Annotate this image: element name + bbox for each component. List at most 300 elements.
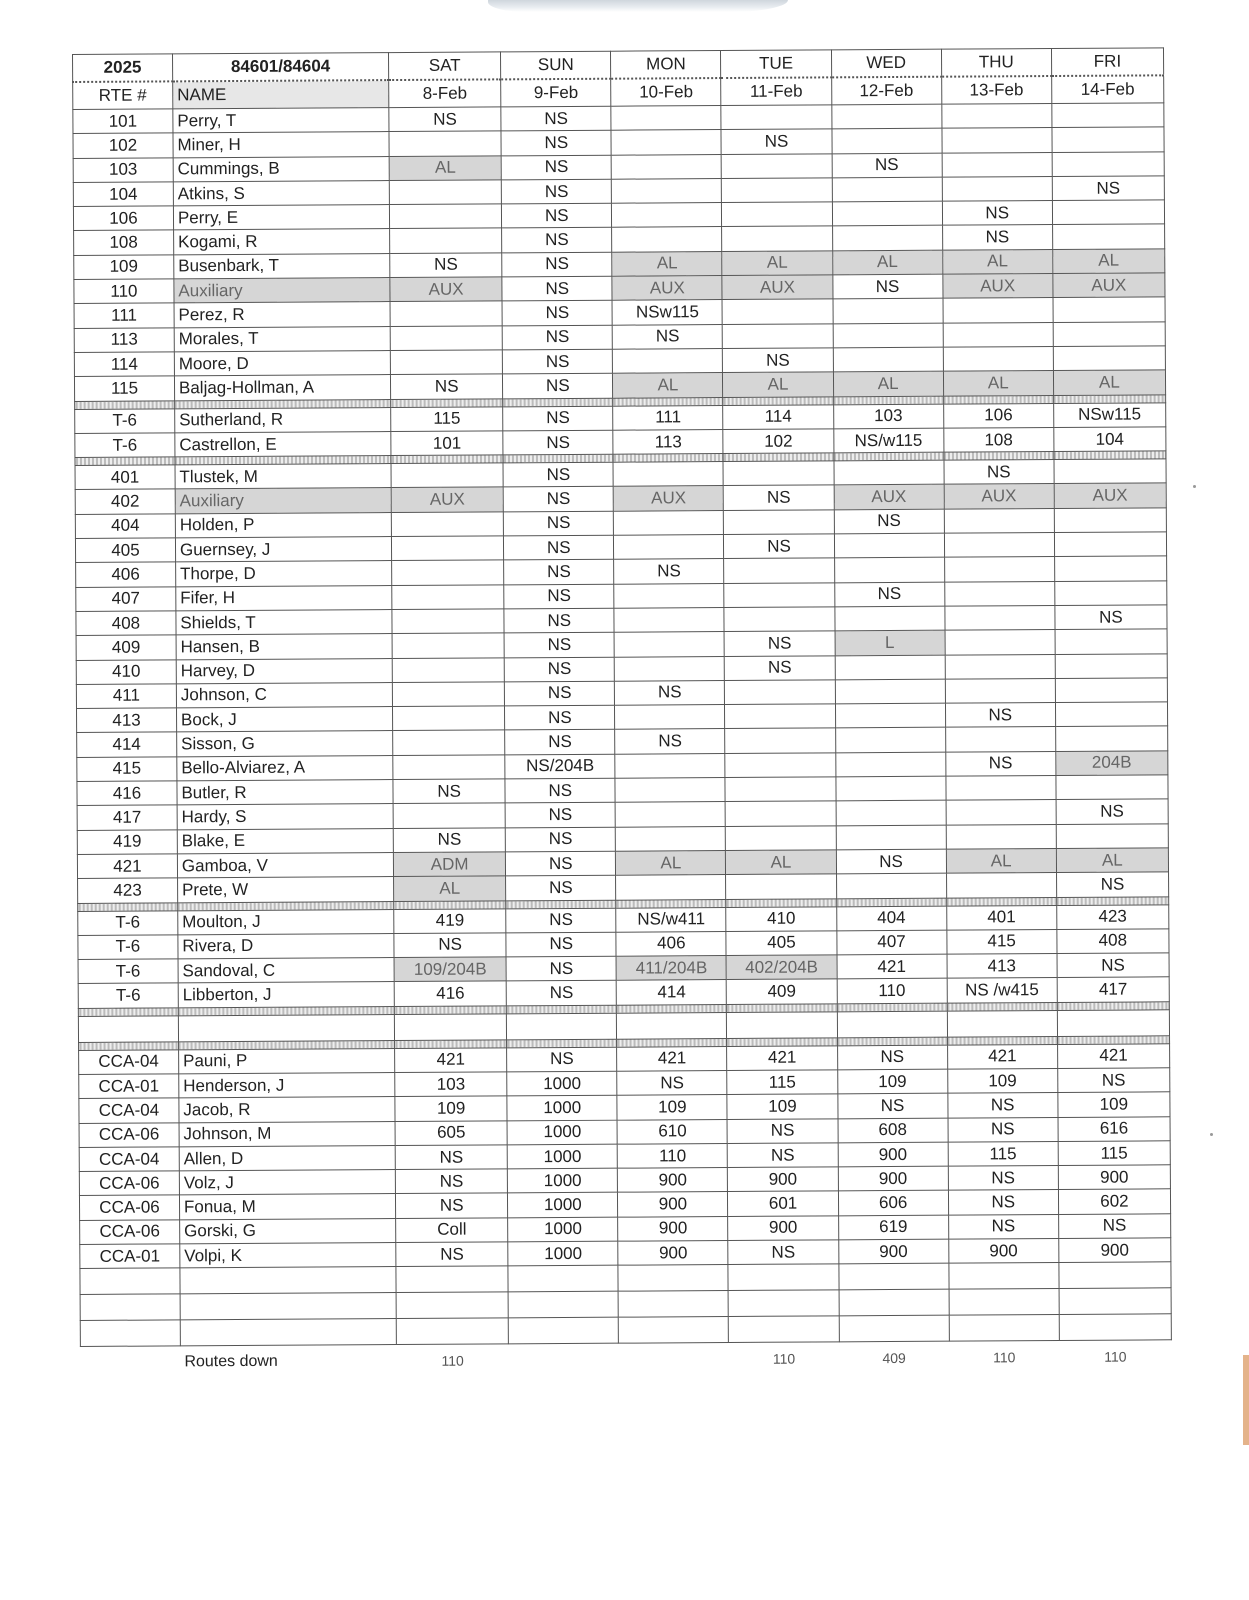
schedule-cell: 900 <box>728 1216 838 1241</box>
schedule-cell <box>724 582 834 607</box>
schedule-cell: NS <box>503 406 613 431</box>
schedule-cell <box>1053 346 1165 371</box>
route-number-cell: 109 <box>74 255 174 280</box>
schedule-cell <box>722 226 832 251</box>
schedule-cell <box>723 324 833 349</box>
schedule-cell: NS <box>502 179 612 204</box>
schedule-cell: 115 <box>948 1141 1058 1166</box>
schedule-cell: NS <box>504 584 614 609</box>
schedule-cell <box>392 682 504 707</box>
schedule-cell: 104 <box>1054 427 1166 452</box>
schedule-cell <box>836 825 946 850</box>
year-label: 2025 <box>73 54 173 82</box>
blank-cell <box>838 1264 948 1291</box>
schedule-cell: NS <box>503 462 613 487</box>
schedule-cell: AUX <box>943 274 1053 299</box>
schedule-cell: NS <box>503 373 613 398</box>
schedule-cell <box>1054 556 1166 581</box>
carrier-name-cell: Fifer, H <box>176 585 392 611</box>
schedule-cell: 421 <box>395 1048 507 1073</box>
routes-down-value: 110 <box>772 1350 796 1368</box>
schedule-cell: NS <box>504 535 614 560</box>
schedule-cell: Coll <box>396 1218 508 1243</box>
schedule-cell: ADM <box>393 852 505 877</box>
schedule-cell <box>944 508 1054 533</box>
date-header: 10-Feb <box>611 78 721 106</box>
route-number-cell: 423 <box>78 878 178 903</box>
schedule-cell: AL <box>726 850 836 875</box>
routes-down-value: 110 <box>1104 1348 1127 1366</box>
schedule-cell: NS <box>503 487 613 512</box>
carrier-name-cell: Auxiliary <box>174 278 390 304</box>
schedule-cell: NS <box>505 705 615 730</box>
schedule-cell <box>946 873 1056 898</box>
date-header: 11-Feb <box>721 77 831 105</box>
schedule-cell: 423 <box>1056 904 1168 929</box>
blank-cell <box>396 1266 508 1293</box>
schedule-cell: NS <box>501 131 611 156</box>
schedule-cell <box>725 753 835 778</box>
route-number-cell: 421 <box>77 854 177 879</box>
route-number-cell: 415 <box>77 757 177 782</box>
schedule-cell: NS <box>502 203 612 228</box>
schedule-cell <box>831 104 941 129</box>
route-number-cell: T-6 <box>78 935 178 960</box>
carrier-name-cell: Henderson, J <box>179 1073 395 1099</box>
schedule-cell: 103 <box>833 404 943 429</box>
schedule-cell: 900 <box>618 1241 728 1266</box>
schedule-cell: NS <box>506 908 616 933</box>
schedule-cell: 1000 <box>507 1071 617 1096</box>
schedule-cell: AL <box>722 251 832 276</box>
schedule-cell <box>1055 629 1167 654</box>
schedule-cell <box>832 201 942 226</box>
blank-cell <box>839 1316 949 1343</box>
schedule-cell: 601 <box>728 1191 838 1216</box>
schedule-cell <box>942 128 1052 153</box>
schedule-cell: 110 <box>837 979 947 1004</box>
schedule-cell: AUX <box>391 487 503 512</box>
schedule-cell: NS <box>391 374 503 399</box>
schedule-cell: 417 <box>1057 977 1169 1002</box>
schedule-cell <box>724 510 834 535</box>
schedule-cell <box>393 730 505 755</box>
route-number-cell: 102 <box>73 133 173 158</box>
date-header: 9-Feb <box>501 79 611 107</box>
route-number-cell: 419 <box>77 829 177 854</box>
schedule-cell: NS <box>395 1145 507 1170</box>
schedule-cell: NS <box>396 1193 508 1218</box>
schedule-cell <box>945 605 1055 630</box>
schedule-cell <box>832 226 942 251</box>
schedule-cell <box>722 178 832 203</box>
schedule-cell: NS <box>728 1240 838 1265</box>
schedule-cell: 900 <box>838 1239 948 1264</box>
schedule-cell <box>615 802 725 827</box>
schedule-cell: 401 <box>946 905 1056 930</box>
schedule-cell: NS <box>1057 1068 1169 1093</box>
schedule-cell <box>945 630 1055 655</box>
schedule-cell: NS <box>1056 799 1168 824</box>
route-number-cell: 106 <box>73 206 173 231</box>
blank-cell <box>837 1011 947 1038</box>
schedule-cell: NS <box>393 779 505 804</box>
schedule-cell: NS <box>614 559 724 584</box>
schedule-cell: 1000 <box>507 1144 617 1169</box>
blank-cell <box>507 1013 617 1040</box>
route-number-cell: T-6 <box>78 959 178 984</box>
schedule-cell: AUX <box>1054 483 1166 508</box>
carrier-name-cell: Atkins, S <box>173 180 389 206</box>
schedule-cell <box>614 510 724 535</box>
schedule-cell: NS <box>615 729 725 754</box>
blank-cell <box>508 1292 618 1319</box>
schedule-cell <box>616 875 726 900</box>
schedule-cell <box>944 533 1054 558</box>
schedule-cell: NS <box>948 1190 1058 1215</box>
schedule-cell <box>1052 200 1164 225</box>
schedule-cell <box>724 558 834 583</box>
schedule-cell <box>722 299 832 324</box>
schedule-cell: NS <box>504 632 614 657</box>
route-number-cell: 104 <box>73 182 173 207</box>
schedule-cell <box>1053 297 1165 322</box>
schedule-cell <box>615 656 725 681</box>
route-number-cell: 402 <box>75 489 175 514</box>
schedule-cell: 409 <box>727 979 837 1004</box>
day-header: SUN <box>501 51 611 79</box>
carrier-name-cell: Shields, T <box>176 609 392 635</box>
schedule-cell: NS <box>948 1093 1058 1118</box>
schedule-cell: 204B <box>1056 751 1168 776</box>
schedule-cell: NS <box>396 1242 508 1267</box>
carrier-name-cell: Kogami, R <box>174 229 390 255</box>
carrier-name-cell: Pauni, P <box>179 1048 395 1074</box>
schedule-cell <box>1056 775 1168 800</box>
schedule-cell <box>833 323 943 348</box>
schedule-cell: AL <box>723 372 833 397</box>
schedule-cell <box>611 154 721 179</box>
schedule-cell <box>615 705 725 730</box>
schedule-cell: NS <box>948 1166 1058 1191</box>
schedule-cell: NS <box>389 107 501 132</box>
route-number-cell: 108 <box>74 230 174 255</box>
route-number-cell: 416 <box>77 781 177 806</box>
schedule-cell: 606 <box>838 1191 948 1216</box>
carrier-name-cell: Volpi, K <box>180 1243 396 1269</box>
schedule-cell <box>944 581 1054 606</box>
blank-cell <box>178 1014 394 1041</box>
schedule-cell <box>614 583 724 608</box>
schedule-cell: NS <box>615 680 725 705</box>
schedule-cell <box>833 299 943 324</box>
schedule-cell: NS <box>724 534 834 559</box>
schedule-cell: NS <box>725 655 835 680</box>
schedule-cell: 115 <box>1058 1141 1170 1166</box>
blank-cell <box>949 1315 1059 1342</box>
schedule-cell: NS <box>1058 1214 1170 1239</box>
schedule-cell <box>725 777 835 802</box>
schedule-cell: AL <box>394 876 506 901</box>
schedule-cell: 605 <box>395 1120 507 1145</box>
schedule-cell: 405 <box>726 931 836 956</box>
schedule-cell <box>946 800 1056 825</box>
blank-cell <box>80 1268 180 1295</box>
route-number-cell: 101 <box>73 109 173 134</box>
schedule-cell <box>944 557 1054 582</box>
schedule-cell: NS <box>501 106 611 131</box>
schedule-cell: NS <box>502 276 612 301</box>
carrier-name-cell: Perry, T <box>173 108 389 134</box>
blank-cell <box>949 1289 1059 1316</box>
schedule-cell: 900 <box>838 1166 948 1191</box>
blank-cell <box>728 1264 838 1291</box>
schedule-cell <box>945 727 1055 752</box>
schedule-cell: AUX <box>722 275 832 300</box>
schedule-cell: 109 <box>395 1096 507 1121</box>
schedule-cell: 109 <box>1058 1092 1170 1117</box>
schedule-cell: NS <box>1055 605 1167 630</box>
day-header: THU <box>941 49 1051 77</box>
schedule-cell <box>393 755 505 780</box>
schedule-cell: 414 <box>617 980 727 1005</box>
schedule-cell <box>722 202 832 227</box>
schedule-cell <box>1054 508 1166 533</box>
carrier-name-cell: Rivera, D <box>178 933 394 959</box>
carrier-name-cell: Holden, P <box>175 512 391 538</box>
schedule-cell: AUX <box>834 485 944 510</box>
schedule-cell <box>836 873 946 898</box>
schedule-cell <box>614 607 724 632</box>
route-number-cell: 411 <box>76 684 176 709</box>
carrier-name-cell: Miner, H <box>173 132 389 158</box>
date-header: 8-Feb <box>389 79 501 107</box>
schedule-cell: NS <box>505 681 615 706</box>
schedule-cell <box>393 803 505 828</box>
schedule-cell: 115 <box>727 1070 837 1095</box>
routes-down-value: 110 <box>992 1349 1016 1366</box>
schedule-cell: 608 <box>838 1118 948 1143</box>
carrier-name-cell: Cummings, B <box>173 156 389 182</box>
schedule-cell: NS <box>503 349 613 374</box>
schedule-cell <box>946 824 1056 849</box>
carrier-name-cell: Guernsey, J <box>175 537 391 563</box>
schedule-cell: AL <box>612 251 722 276</box>
schedule-cell <box>390 326 502 351</box>
schedule-cell <box>1055 580 1167 605</box>
blank-cell <box>729 1316 839 1343</box>
schedule-cell: NS <box>1052 176 1164 201</box>
route-number-cell: CCA-06 <box>80 1220 180 1245</box>
footer-spacer <box>80 1346 180 1379</box>
routes-down-value: 409 <box>882 1350 906 1367</box>
carrier-name-cell: Butler, R <box>177 780 393 806</box>
route-number-cell: 413 <box>76 708 176 733</box>
schedule-cell <box>943 322 1053 347</box>
route-number-cell: 405 <box>75 538 175 563</box>
schedule-cell: AL <box>1052 249 1164 274</box>
schedule-cell: 1000 <box>508 1193 618 1218</box>
schedule-cell <box>389 131 501 156</box>
schedule-cell <box>1052 151 1164 176</box>
blank-cell <box>1059 1262 1171 1289</box>
route-number-header: RTE # <box>73 81 173 109</box>
schedule-cell: 410 <box>726 906 836 931</box>
schedule-cell <box>612 227 722 252</box>
schedule-cell: 619 <box>838 1215 948 1240</box>
schedule-cell: 111 <box>613 405 723 430</box>
route-number-cell: 110 <box>74 279 174 304</box>
schedule-cell <box>726 825 836 850</box>
schedule-cell: 114 <box>723 404 833 429</box>
blank-cell <box>180 1267 396 1294</box>
carrier-name-cell: Morales, T <box>174 326 390 352</box>
blank-cell <box>396 1292 508 1319</box>
carrier-name-cell: Johnson, M <box>179 1121 395 1147</box>
route-number-cell: 414 <box>77 732 177 757</box>
schedule-cell: 421 <box>947 1044 1057 1069</box>
schedule-cell <box>834 558 944 583</box>
carrier-name-cell: Allen, D <box>179 1145 395 1171</box>
schedule-cell: NSw115 <box>1053 402 1165 427</box>
schedule-cell: AUX <box>1053 273 1165 298</box>
blank-cell <box>180 1293 396 1320</box>
schedule-cell <box>832 177 942 202</box>
schedule-cell: NS <box>502 252 612 277</box>
schedule-cell: NS <box>502 228 612 253</box>
schedule-cell: 421 <box>837 954 947 979</box>
schedule-cell: NS <box>504 560 614 585</box>
route-number-cell: T-6 <box>78 983 178 1008</box>
schedule-cell: 1000 <box>507 1095 617 1120</box>
route-number-cell: 111 <box>74 303 174 328</box>
blank-cell <box>394 1014 506 1041</box>
schedule-cell: NS <box>505 778 615 803</box>
schedule-cell: NS <box>395 1169 507 1194</box>
schedule-cell: NS <box>502 301 612 326</box>
schedule-cell: NS <box>503 430 613 455</box>
schedule-cell: AUX <box>944 484 1054 509</box>
route-number-cell: 404 <box>75 514 175 539</box>
schedule-cell <box>392 585 504 610</box>
blank-cell <box>729 1290 839 1317</box>
schedule-cell <box>721 105 831 130</box>
schedule-cell <box>726 874 836 899</box>
schedule-cell <box>392 657 504 682</box>
schedule-cell <box>392 536 504 561</box>
schedule-cell: NS <box>948 1214 1058 1239</box>
schedule-cell: AL <box>1056 848 1168 873</box>
schedule-cell: AL <box>1053 370 1165 395</box>
schedule-cell: 602 <box>1058 1189 1170 1214</box>
routes-down-value <box>509 1344 619 1377</box>
schedule-cell: 416 <box>394 981 506 1006</box>
schedule-cell: 411/204B <box>616 956 726 981</box>
schedule-cell: NSw115 <box>612 300 722 325</box>
schedule-cell <box>616 826 726 851</box>
route-number-cell: CCA-06 <box>79 1195 179 1220</box>
route-number-cell: CCA-06 <box>79 1122 179 1147</box>
day-header: TUE <box>721 50 831 78</box>
schedule-body <box>73 48 1172 1379</box>
schedule-cell: 610 <box>617 1119 727 1144</box>
blank-cell <box>727 1012 837 1039</box>
schedule-cell <box>612 203 722 228</box>
routes-down-value: 110 <box>441 1352 464 1370</box>
schedule-cell: 106 <box>943 403 1053 428</box>
schedule-cell <box>835 679 945 704</box>
blank-cell <box>1057 1010 1169 1037</box>
schedule-cell: NS/w115 <box>833 428 943 453</box>
schedule-cell: NS <box>942 225 1052 250</box>
schedule-cell: NS <box>837 1093 947 1118</box>
schedule-cell: 102 <box>723 429 833 454</box>
schedule-cell <box>1055 726 1167 751</box>
schedule-cell <box>943 346 1053 371</box>
schedule-cell: 402/204B <box>726 955 836 980</box>
schedule-cell: NS/204B <box>505 754 615 779</box>
paper-speck <box>1210 1133 1213 1136</box>
day-header: FRI <box>1051 48 1163 76</box>
schedule-cell <box>1055 678 1167 703</box>
schedule-cell: NS <box>613 324 723 349</box>
schedule-cell: 109 <box>947 1068 1057 1093</box>
blank-cell <box>180 1319 396 1346</box>
blank-cell <box>396 1318 508 1345</box>
carrier-name-cell: Thorpe, D <box>176 561 392 587</box>
schedule-cell: 110 <box>618 1143 728 1168</box>
schedule-cell <box>612 178 722 203</box>
schedule-cell <box>1054 532 1166 557</box>
office-label: 84601/84604 <box>172 53 388 82</box>
route-number-cell: 113 <box>74 328 174 353</box>
carrier-name-cell: Johnson, C <box>176 682 392 708</box>
route-number-cell: CCA-04 <box>79 1098 179 1123</box>
carrier-name-cell: Auxiliary <box>175 488 391 514</box>
schedule-cell: 900 <box>618 1168 728 1193</box>
carrier-name-cell: Moore, D <box>174 351 390 377</box>
carrier-name-cell: Perry, E <box>173 205 389 231</box>
carrier-name-cell: Hardy, S <box>177 804 393 830</box>
carrier-name-cell: Sisson, G <box>177 731 393 757</box>
carrier-name-cell: Prete, W <box>177 877 393 903</box>
schedule-cell: 1000 <box>508 1217 618 1242</box>
schedule-cell: NS /w415 <box>947 978 1057 1003</box>
schedule-cell <box>945 678 1055 703</box>
schedule-cell: 900 <box>618 1192 728 1217</box>
schedule-cell: NS <box>944 460 1054 485</box>
schedule-cell: NS/w411 <box>616 907 726 932</box>
schedule-cell <box>1052 103 1164 128</box>
schedule-cell: NS <box>724 485 834 510</box>
schedule-cell: NS <box>1057 953 1169 978</box>
schedule-cell <box>615 778 725 803</box>
carrier-name-cell: Fonua, M <box>179 1194 395 1220</box>
schedule-cell <box>1056 823 1168 848</box>
schedule-cell: NS <box>506 932 616 957</box>
schedule-cell: 407 <box>836 930 946 955</box>
schedule-cell: NS <box>945 751 1055 776</box>
route-number-cell: 407 <box>76 587 176 612</box>
blank-cell <box>80 1320 180 1347</box>
schedule-cell: NS <box>501 155 611 180</box>
carrier-name-cell: Volz, J <box>179 1170 395 1196</box>
schedule-cell: NS <box>834 582 944 607</box>
schedule-cell: 109 <box>727 1094 837 1119</box>
schedule-cell <box>941 104 1051 129</box>
schedule-cell <box>836 800 946 825</box>
schedule-cell: 103 <box>395 1072 507 1097</box>
